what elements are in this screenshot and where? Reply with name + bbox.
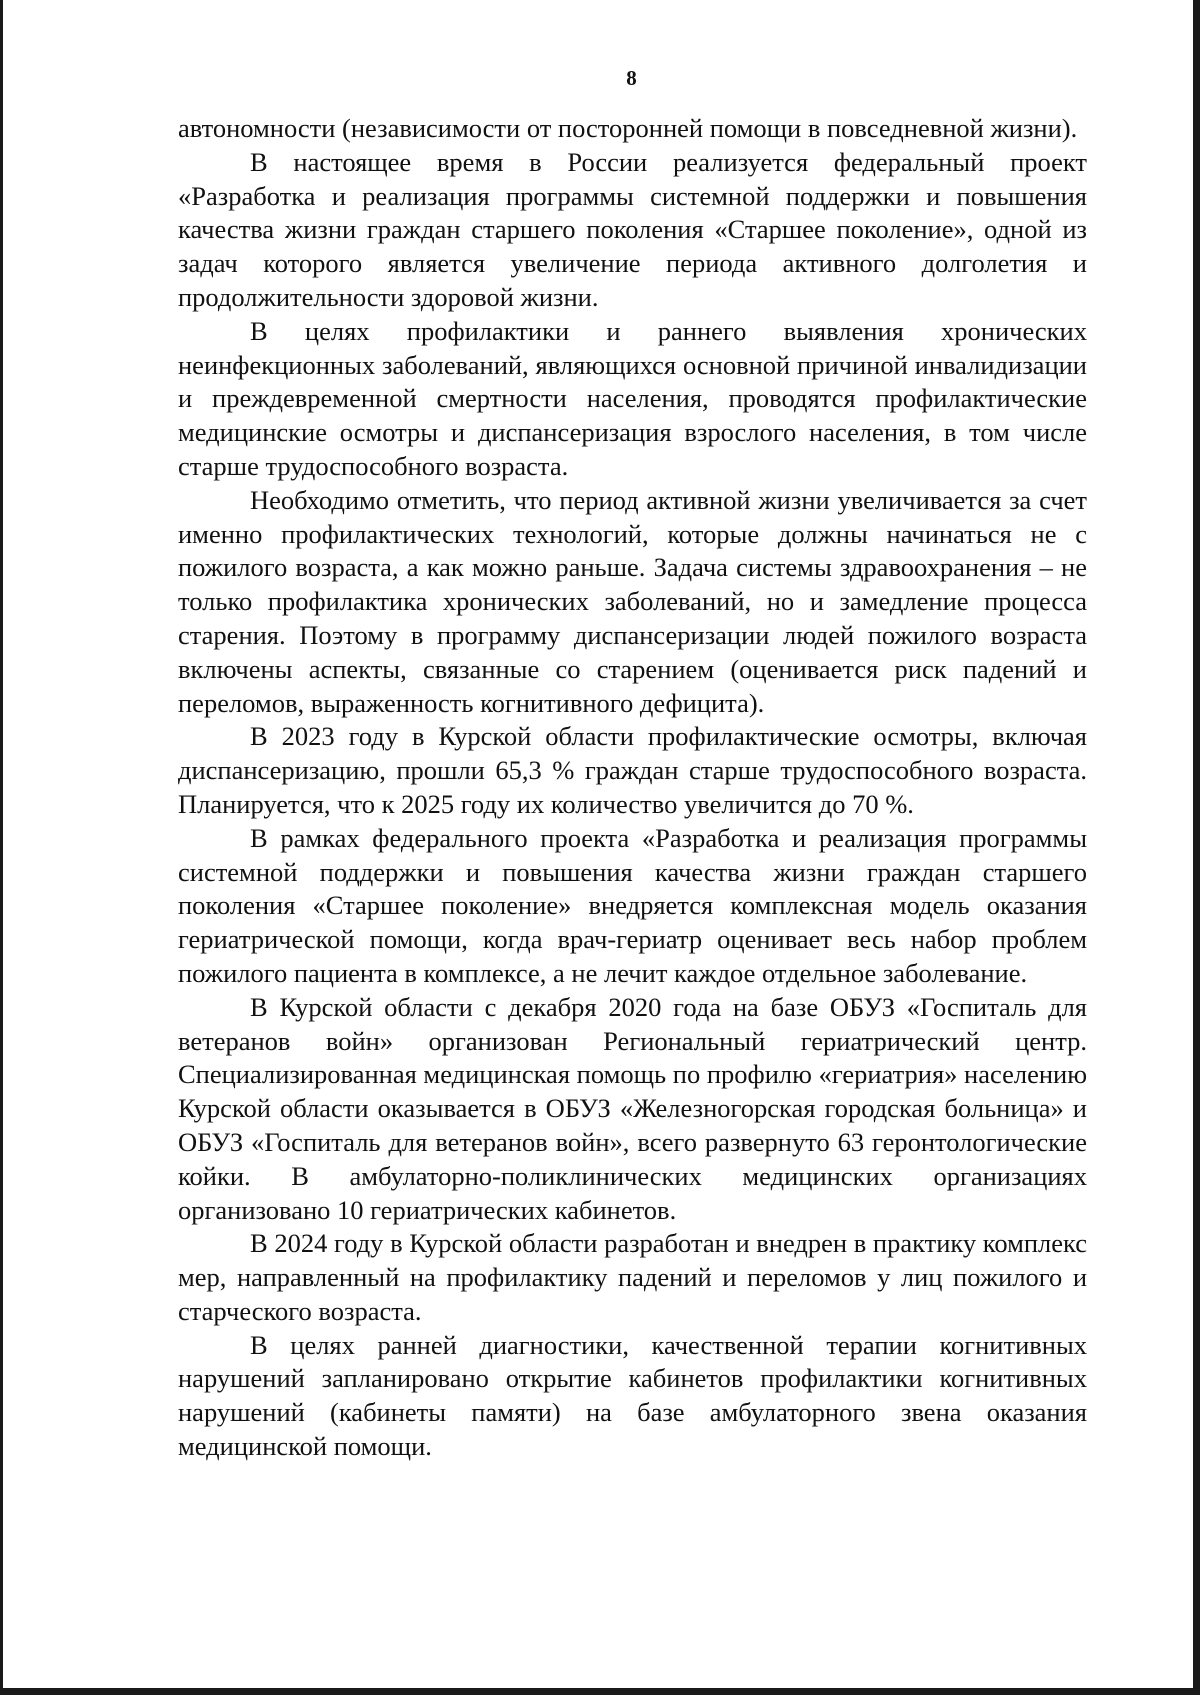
paragraph-federal-project: В настоящее время в России реализуется федеральный проект «Разработка и реализация программы системной поддержки и повышения качества жизни граждан старшего поколения «Старшее поколение», одной из задач которого является увеличение периода активного долголетия и продолжительности здоровой жизни. (178, 146, 1087, 312)
paragraph-active-life: Необходимо отметить, что период активной жизни увеличивается за счет именно профилактических технологий, которые должны начинаться не с пожилого возраста, а как можно раньше. Задача системы здравоохранения – не только профилактика хронических заболеваний, но и замедление процесса старения. Поэтому в программу диспансеризации людей пожилого возраста включены аспекты, связанные со старением (оценивается риск падений и переломов, выраженность когнитивного дефицита). (178, 484, 1087, 718)
scan-border-bottom (0, 1688, 1200, 1695)
scan-border-left (0, 0, 3, 1695)
body-text (178, 112, 1087, 1464)
scan-border-right (1193, 0, 1200, 1695)
paragraph-2023-checkups: В 2023 году в Курской области профилактические осмотры, включая диспансеризацию, прошли 65,3 % граждан старше трудоспособного возраста. Планируется, что к 2025 году их количество увеличится до 70 %. (178, 721, 1087, 819)
paragraph-geriatric-center: В Курской области с декабря 2020 года на базе ОБУЗ «Госпиталь для ветеранов войн» организован Региональный гериатрический центр. Специализированная медицинская помощь по профилю «гериатрия» населению Курской области оказывается в ОБУЗ «Железногорская городская больница» и ОБУЗ «Госпиталь для ветеранов войн», всего развернуто 63 геронтологические койки. В амбулаторно-поликлинических медицинских организациях организовано 10 гериатрических кабинетов. (178, 991, 1087, 1225)
page-number: 8 (626, 66, 637, 90)
paragraph-prevention: В целях профилактики и раннего выявления хронических неинфекционных заболеваний, являющихся основной причиной инвалидизации и преждевременной смертности населения, проводятся профилактические медицинские осмотры и диспансеризация взрослого населения, в том числе старше трудоспособного возраста. (178, 315, 1087, 481)
paragraph-continuation: автономности (независимости от посторонней помощи в повседневной жизни). (178, 113, 1078, 143)
paragraph-geriatric-model: В рамках федерального проекта «Разработка и реализация программы системной поддержки и повышения качества жизни граждан старшего поколения «Старшее поколение» внедряется комплексная модель оказания гериатрической помощи, когда врач-гериатр оценивает весь набор проблем пожилого пациента в комплексе, а не лечит каждое отдельное заболевание. (178, 822, 1087, 988)
paragraph-2024-measures: В 2024 году в Курской области разработан и внедрен в практику комплекс мер, направленный на профилактику падений и переломов у лиц пожилого и старческого возраста. (178, 1228, 1087, 1326)
paragraph-memory-clinics: В целях ранней диагностики, качественной терапии когнитивных нарушений запланировано открытие кабинетов профилактики когнитивных нарушений (кабинеты памяти) на базе амбулаторного звена оказания медицинской помощи. (178, 1329, 1087, 1462)
